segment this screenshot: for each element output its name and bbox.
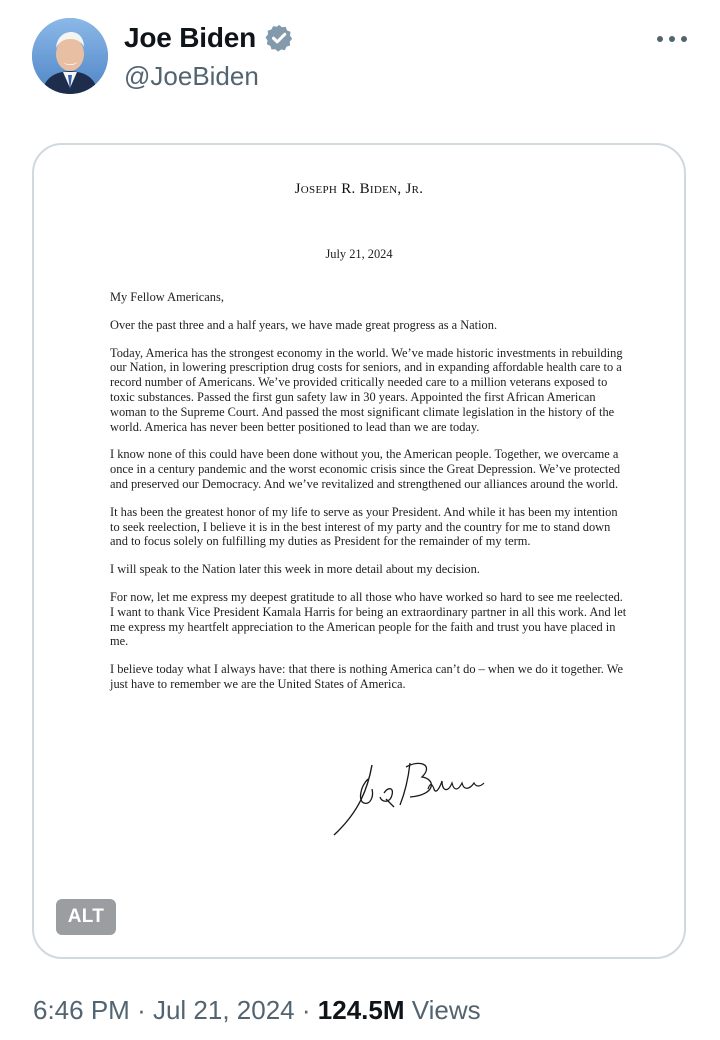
display-name-row[interactable] [124,20,294,56]
letter-paragraph: I believe today what I always have: that there is nothing America can’t do – when we do it together. We just have to remember we are the United States of America. [110,662,623,691]
display-name[interactable]: Joe Biden [124,22,257,53]
meta-separator: · [137,995,146,1025]
letter-paragraph: Today, America has the strongest economy in the world. We’ve made historic investments in rebuilding our Nation, in lowering prescription drug costs for seniors, and in expanding affordable health care to a record number of Americans. We’ve provided critically needed care to a million veterans exposed to toxic substances. Passed the first gun safety law in 30 years. Appointed the first African American woman to the Supreme Court. And passed the most significant climate legislation in the history of the world. America has never been better positioned to lead than we are today. [110,345,623,434]
meta-separator: · [301,995,311,1025]
alt-text-button[interactable]: ALT [56,899,116,935]
views-label[interactable]: Views [411,995,481,1025]
letter-paragraph: It has been the greatest honor of my life to serve as your President. And while it has been my intention to seek reelection, I believe it is in the best interest of my party and the country for me to stand down and to focus solely on fulfilling my duties as President for the remainder of my term. [110,504,618,549]
tweet-time[interactable]: 6:46 PM [33,995,130,1025]
letter-paragraph: Over the past three and a half years, we have made great progress as a Nation. [110,317,498,332]
letterhead: Joseph R. Biden, Jr. [294,181,424,197]
views-count[interactable]: 124.5M [317,995,405,1025]
letter-salutation: My Fellow Americans, [110,290,224,304]
handle[interactable]: @JoeBiden [124,61,259,91]
tweet-meta [33,994,481,1026]
letter-paragraph: For now, let me express my deepest gratitude to all those who have worked so hard to see me reelected. I want to thank Vice President Kamala Harris for being an extraordinary partner in all this work. And let me express my heartfelt appreciation to the American people for the faith and trust you have placed in me. [110,589,627,649]
letter-image [34,145,684,957]
more-options-icon[interactable] [652,24,692,54]
avatar-image [32,18,108,94]
letter-date: July 21, 2024 [325,247,393,261]
tweet-date[interactable]: Jul 21, 2024 [152,995,295,1025]
letter-paragraph: I will speak to the Nation later this week in more detail about my decision. [110,562,480,577]
letter-body [110,290,630,705]
avatar[interactable] [32,18,108,94]
signature [324,753,504,843]
verified-badge-icon [264,23,294,53]
media-attachment[interactable] [32,143,686,959]
letter-paragraph: I know none of this could have been done without you, the American people. Together, we overcame a once in a century pandemic and the worst economic crisis since the Great Depression. We’ve protected and preserved our Democracy. And we’ve revitalized and strengthened our alliances around the world. [110,447,621,491]
